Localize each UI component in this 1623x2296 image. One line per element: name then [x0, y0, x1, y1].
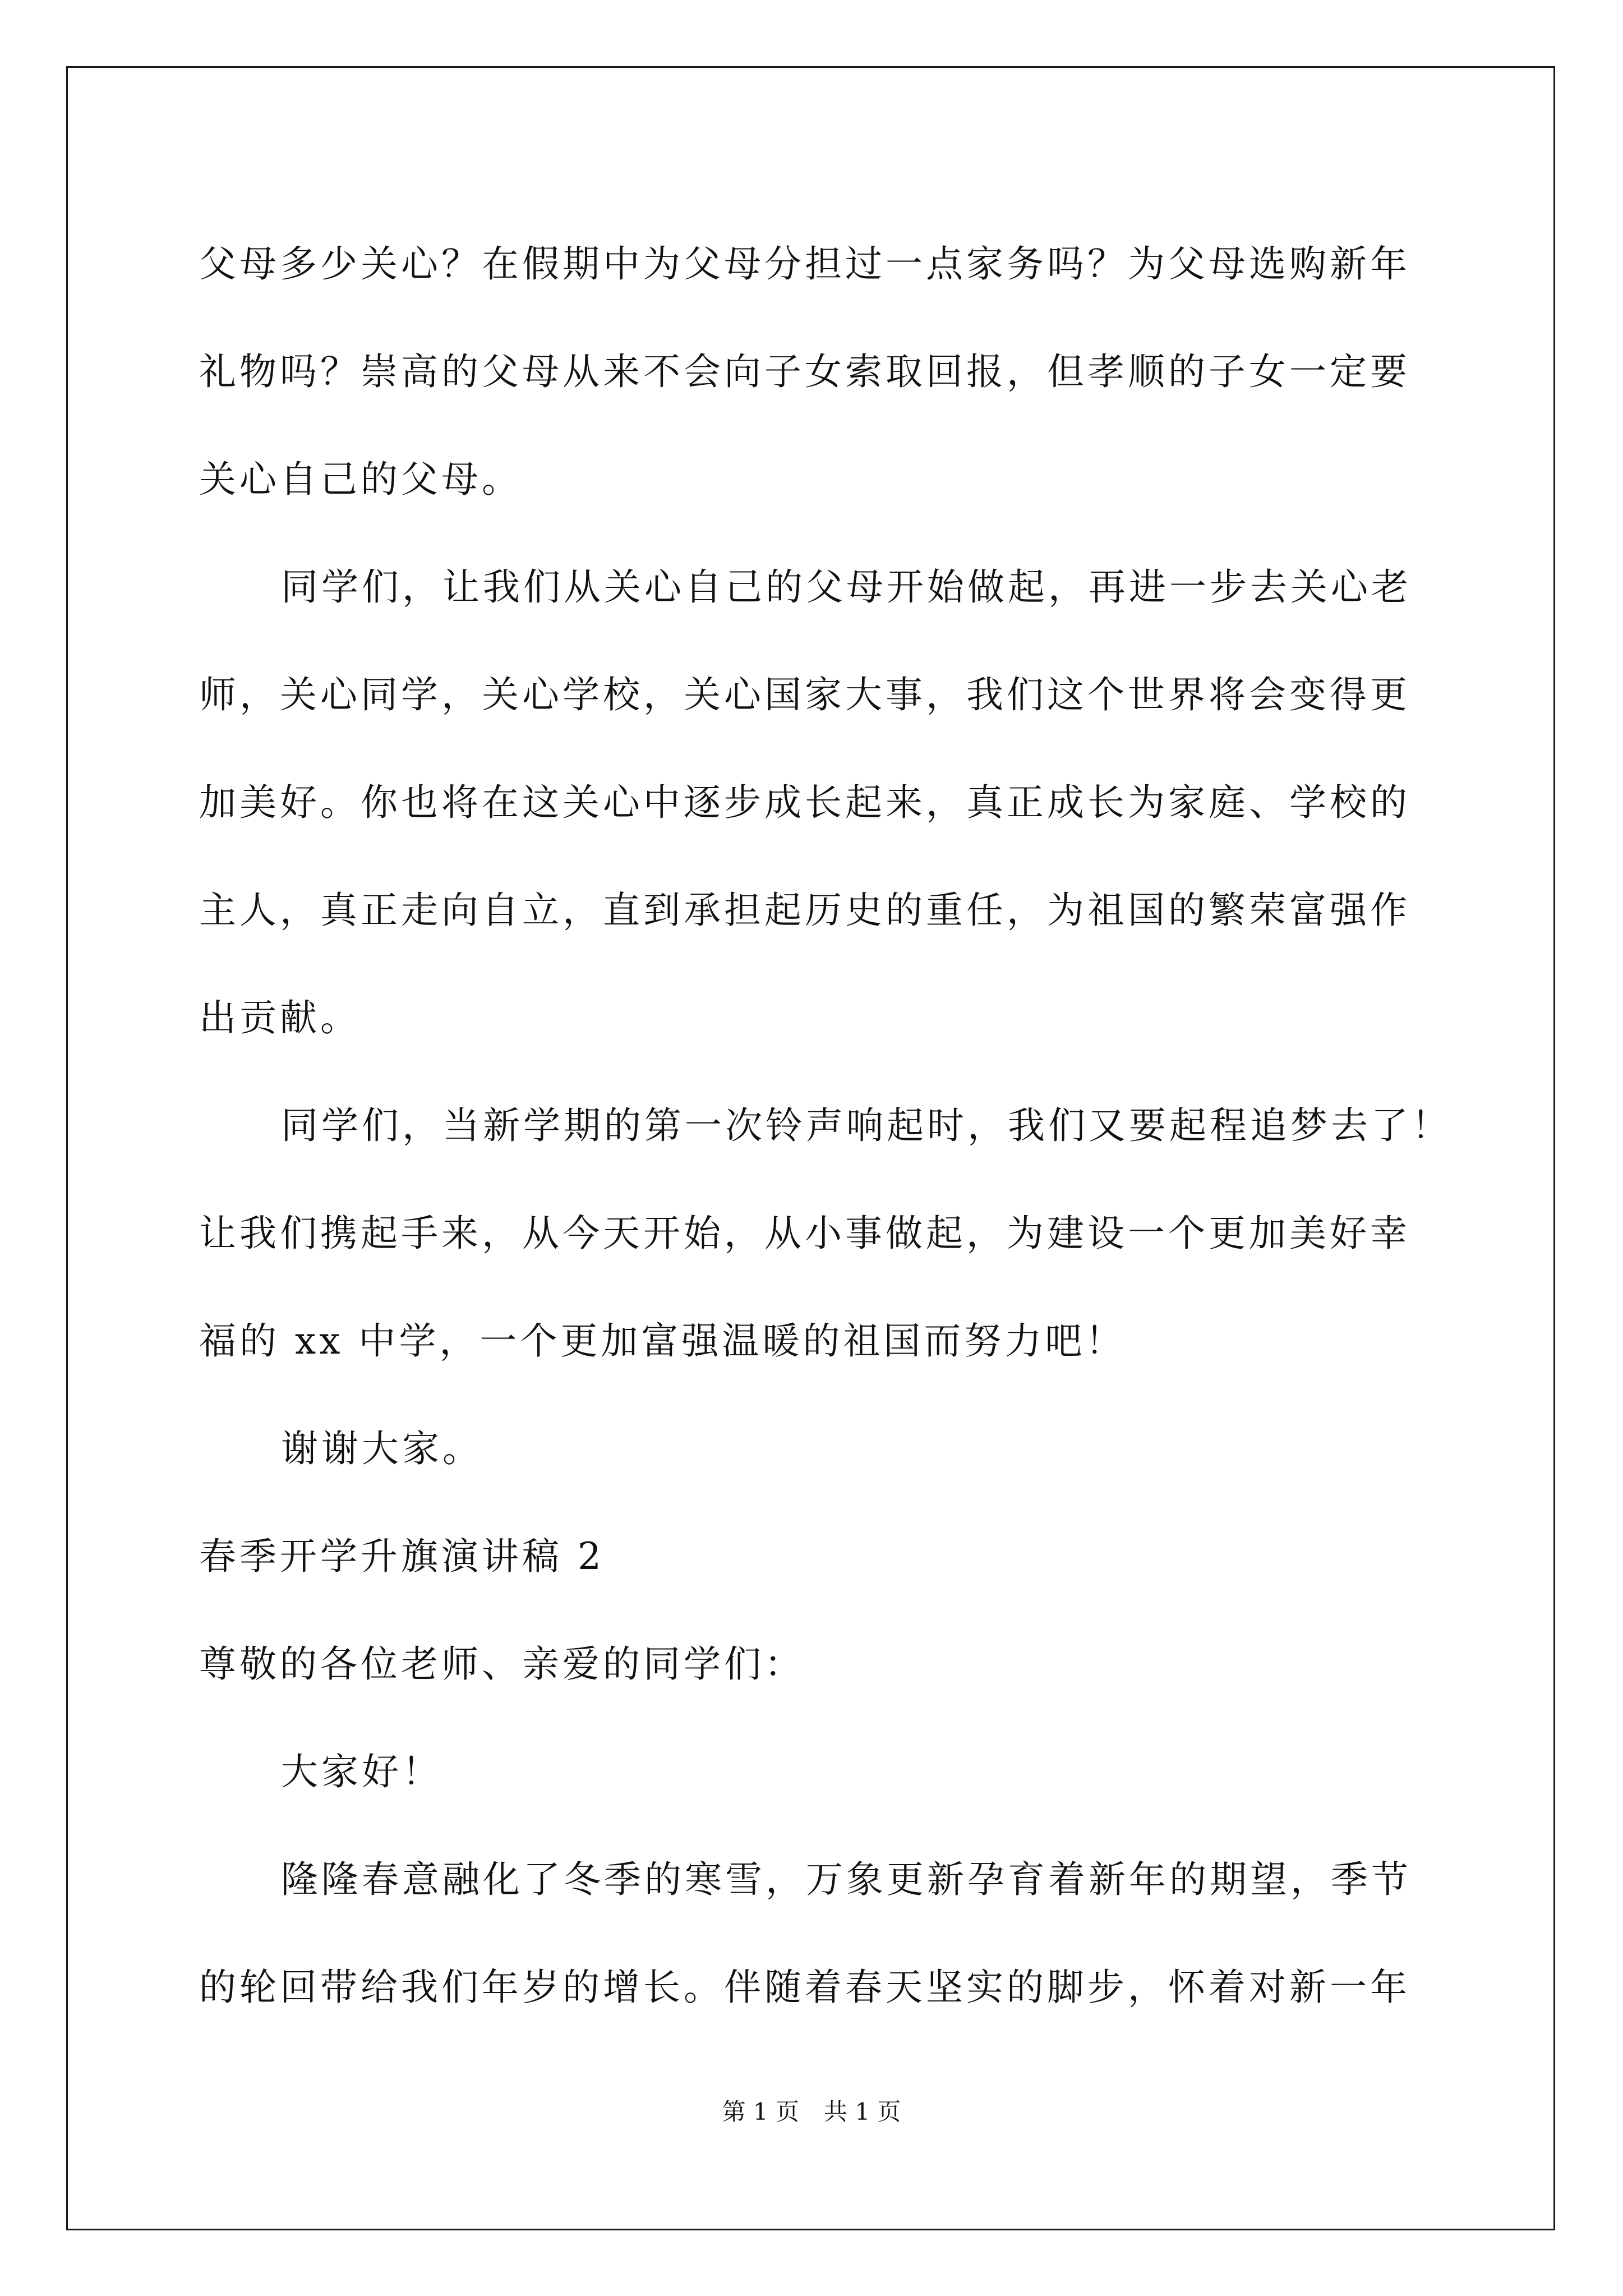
page-number-current: 第 1 页 — [722, 2098, 799, 2125]
text-line: 父母多少关心？在假期中为父母分担过一点家务吗？为父母选购新年 — [199, 242, 1410, 286]
text-line: 同学们，当新学期的第一次铃声响起时，我们又要起程追梦去了！ — [281, 1104, 1452, 1147]
text-line: 让我们携起手来，从今天开始，从小事做起，为建设一个更加美好幸 — [199, 1212, 1410, 1255]
text-line: 尊敬的各位老师、亲爱的同学们： — [199, 1642, 805, 1686]
text-line: 大家好！ — [281, 1750, 442, 1793]
text-line: 礼物吗？崇高的父母从来不会向子女索取回报，但孝顺的子女一定要 — [199, 350, 1410, 393]
text-line: 福的 xx 中学，一个更加富强温暖的祖国而努力吧！ — [199, 1319, 1126, 1363]
text-line: 出贡献。 — [199, 996, 361, 1039]
text-line: 同学们，让我们从关心自己的父母开始做起，再进一步去关心老 — [281, 565, 1412, 609]
text-line: 师，关心同学，关心学校，关心国家大事，我们这个世界将会变得更 — [199, 673, 1410, 716]
text-line: 隆隆春意融化了冬季的寒雪，万象更新孕育着新年的期望，季节 — [281, 1858, 1412, 1901]
text-line: 关心自己的父母。 — [199, 458, 522, 501]
page-number-total: 共 1 页 — [824, 2098, 901, 2125]
text-line: 主人，真正走向自立，直到承担起历史的重任，为祖国的繁荣富强作 — [199, 889, 1410, 932]
text-line: 加美好。你也将在这关心中逐步成长起来，真正成长为家庭、学校的 — [199, 781, 1410, 824]
text-line: 春季开学升旗演讲稿 2 — [199, 1535, 605, 1578]
text-line: 谢谢大家。 — [281, 1427, 483, 1470]
text-line: 的轮回带给我们年岁的增长。伴随着春天坚实的脚步，怀着对新一年 — [199, 1966, 1410, 2009]
document-body — [199, 210, 1452, 2041]
page-footer — [0, 2095, 1623, 2129]
